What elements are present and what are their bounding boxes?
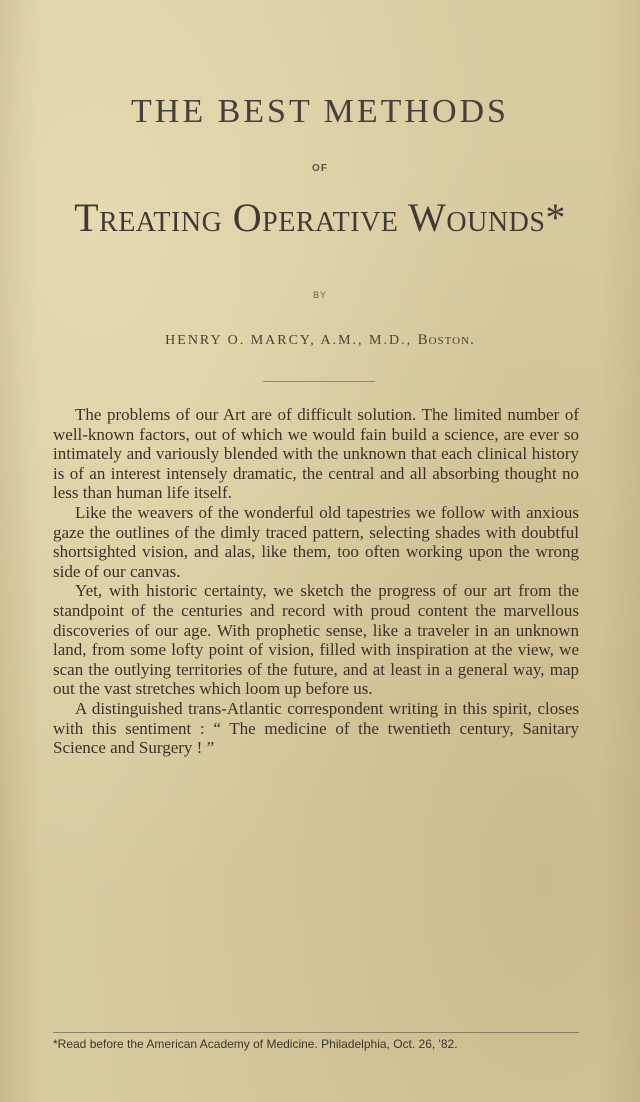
byline-label: BY	[312, 290, 327, 300]
paragraph: The problems of our Art are of difficult solution. The limited number of well-known factors, out of which we would fain build a science, are ever so intimately and variously blended with the unknown that each clinical history is of an interest intensely dramatic, the central and all absorbing thought no less than human life itself.	[53, 405, 579, 503]
author-city: Boston.	[417, 332, 475, 348]
document-title: THE BEST METHODS	[131, 93, 509, 130]
author-line	[0, 332, 640, 349]
author-name: HENRY O. MARCY, A.M., M.D.,	[165, 333, 413, 348]
paragraph: A distinguished trans-Atlantic correspondent writing in this spirit, closes with this sentiment : “ The medicine of the twentieth century, Sanitary Science and Surgery ! ”	[53, 698, 579, 758]
body-text	[53, 405, 579, 758]
document-subtitle: Treating Operative Wounds*	[74, 195, 566, 240]
title-divider	[263, 381, 375, 382]
footnote: *Read before the American Academy of Medicine. Philadelphia, Oct. 26, '82.	[53, 1037, 458, 1051]
paragraph: Yet, with historic certainty, we sketch the progress of our art from the standpoint of the centuries and record with proud content the marvellous discoveries of our age. With prophetic sense, like a traveler in an unknown land, from some lofty point of vision, filled with inspiration at the view, we scan the outlying territories of the future, and at least in a general way, map out the vast stretches which loom up before us.	[53, 581, 579, 699]
footnote-divider	[53, 1032, 579, 1033]
title-connector-of: OF	[312, 163, 328, 174]
paragraph: Like the weavers of the wonderful old tapestries we follow with anxious gaze the outlines of the dimly traced pattern, selecting shades with doubtful shortsighted vision, and alas, like them, too often working upon the wrong side of our canvas.	[53, 502, 579, 581]
